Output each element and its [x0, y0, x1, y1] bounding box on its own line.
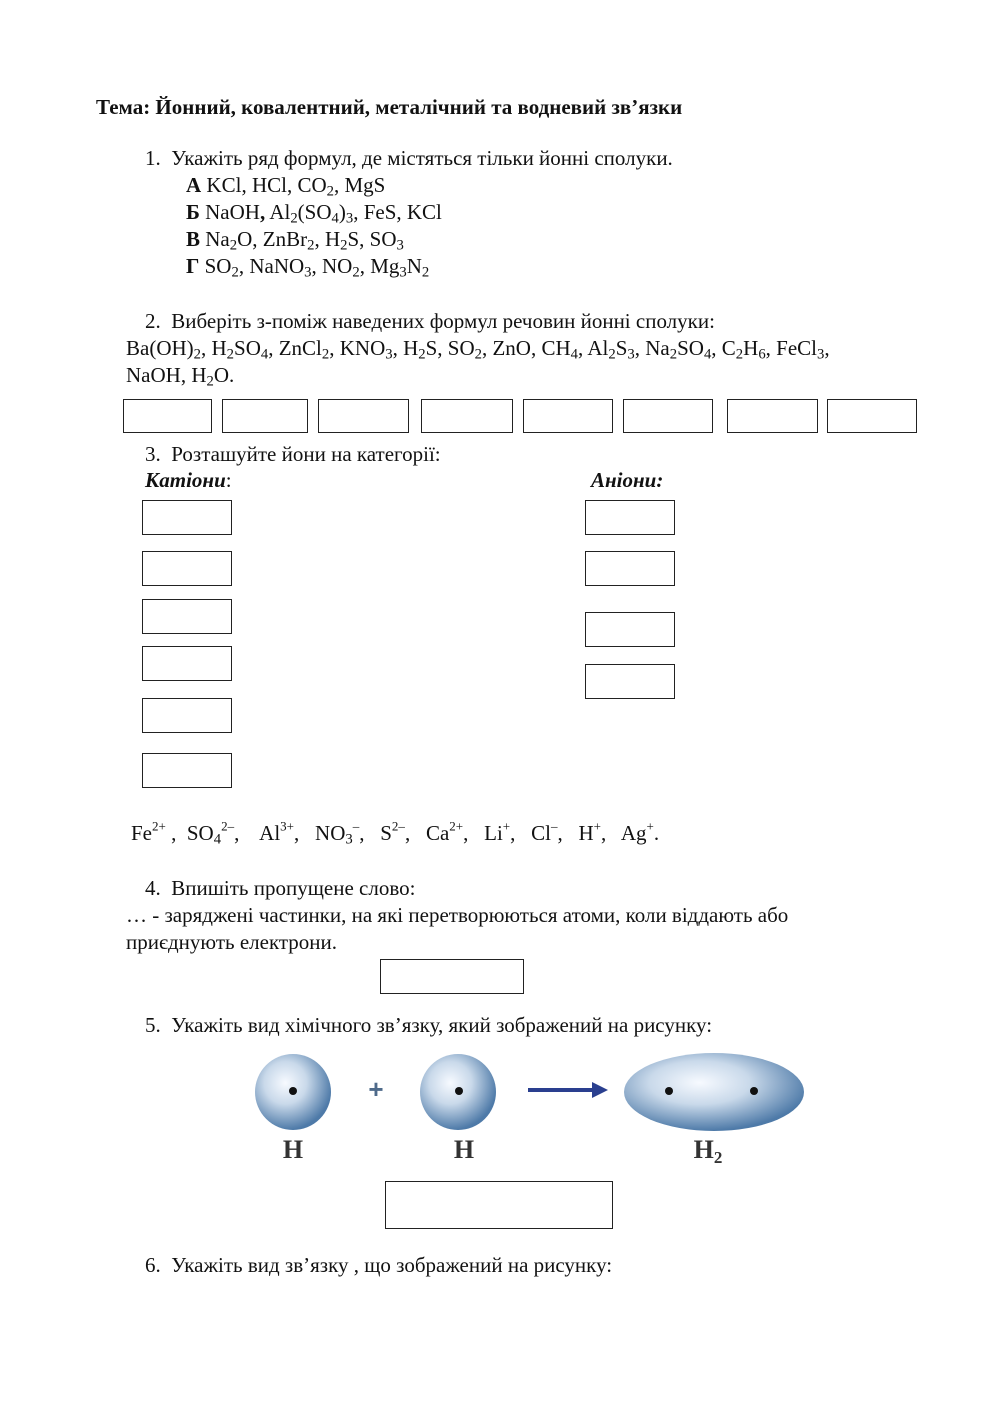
cation-box-2[interactable] — [142, 551, 232, 586]
option-letter: В — [186, 227, 201, 251]
q2-answer-box-4[interactable] — [421, 399, 513, 433]
cation-box-1[interactable] — [142, 500, 232, 535]
ion-item[interactable]: Ag+ — [620, 818, 654, 845]
anion-box-3[interactable] — [585, 612, 675, 647]
question-number: 3. — [145, 442, 161, 466]
q5-answer-box[interactable] — [385, 1181, 613, 1229]
ion-item[interactable]: $Al^{3+}$ — [259, 818, 295, 845]
option-letter: А — [186, 173, 202, 197]
atom-label-h-2: H — [453, 1135, 475, 1164]
plus-sign: + — [368, 1074, 384, 1104]
question-text: Укажіть вид хімічного зв’язку, який зображений на рисунку: — [171, 1013, 713, 1037]
question-4 — [145, 875, 415, 902]
question-number: 1. — [145, 146, 161, 170]
page-title: Тема: Йонний, ковалентний, металічний та водневий зв’язки — [96, 95, 683, 119]
ion-item[interactable]: $S^{2-}$ — [380, 818, 405, 845]
q2-answer-box-6[interactable] — [623, 399, 713, 433]
hydrogen-atom-1 — [255, 1054, 331, 1130]
question-text: Впишіть пропущене слово: — [171, 876, 416, 900]
ion-item[interactable]: Li+ — [484, 818, 511, 845]
cation-box-6[interactable] — [142, 753, 232, 788]
h2-bond-figure — [236, 1052, 816, 1172]
q1-option-a[interactable]: А KCl, HCl, $CO_2$, MgS — [186, 173, 386, 200]
q4-sentence-line-1: … - заряджені частинки, на які перетворюються атоми, коли віддають або — [126, 903, 789, 927]
q4-sentence-line-2: приєднують електрони. — [126, 930, 338, 954]
question-text: Укажіть ряд формул, де містяться тільки йонні сполуки. — [171, 146, 673, 170]
question-text: Розташуйте йони на категорії: — [171, 442, 441, 466]
question-number: 4. — [145, 876, 161, 900]
q2-answer-box-2[interactable] — [222, 399, 308, 433]
reaction-arrow-icon — [528, 1082, 608, 1098]
question-text: Виберіть з-поміж наведених формул речовин йонні сполуки: — [171, 309, 715, 333]
cation-box-4[interactable] — [142, 646, 232, 681]
atom-label-h-1: H — [282, 1135, 304, 1164]
q2-answer-box-3[interactable] — [318, 399, 409, 433]
q2-answer-box-5[interactable] — [523, 399, 613, 433]
q2-formula-list: $Ba(OH)_2$, $H_2SO_4$, ZnCl$_2$, $KNO_3$, $H_2S$, $SO_2$, ZnO, $CH_4$, $Al_2S_3$, $Na_2SO_4$, $C_2H_6$, FeCl$_3$, — [126, 336, 830, 363]
question-number: 5. — [145, 1013, 161, 1037]
q1-option-b[interactable]: Б NaOH, $Al_2(SO_4)_3$, FeS, KCl — [186, 200, 442, 227]
anions-heading: Аніони: — [591, 468, 664, 492]
cations-heading: Катіони: — [145, 468, 232, 492]
ion-item[interactable]: $SO_4^{2-}$ — [186, 818, 235, 848]
q4-answer-box[interactable] — [380, 959, 524, 994]
q1-option-g[interactable]: Г $SO_2$, NaNO$_3$, $NO_2$, $Mg_3N_2$ — [186, 254, 430, 281]
ion-item[interactable]: $Ca^{2+}$ — [425, 818, 464, 845]
question-5 — [145, 1012, 712, 1039]
question-1 — [145, 145, 673, 172]
q2-answer-box-7[interactable] — [727, 399, 818, 433]
anion-box-1[interactable] — [585, 500, 675, 535]
ion-list: $Fe^{2+}$ , $SO_4^{2-}$, $Al^{3+}$, $NO_3^-$, $S^{2-}$, $Ca^{2+}$, Li+, Cl–, H+, Ag+. — [131, 818, 660, 848]
ion-item[interactable]: $Fe^{2+}$ — [131, 818, 166, 845]
ion-item[interactable]: Cl– — [531, 818, 558, 845]
anion-box-2[interactable] — [585, 551, 675, 586]
h2-molecule — [624, 1053, 804, 1131]
question-3 — [145, 441, 441, 468]
anion-box-4[interactable] — [585, 664, 675, 699]
cation-box-3[interactable] — [142, 599, 232, 634]
hydrogen-atom-2 — [420, 1054, 496, 1130]
ion-item[interactable]: H+ — [578, 818, 602, 845]
question-number: 2. — [145, 309, 161, 333]
q2-answer-box-1[interactable] — [123, 399, 212, 433]
cation-box-5[interactable] — [142, 698, 232, 733]
question-2 — [145, 308, 715, 335]
question-text: Укажіть вид зв’язку , що зображений на рисунку: — [171, 1253, 613, 1277]
option-letter: Б — [186, 200, 200, 224]
q2-answer-box-8[interactable] — [827, 399, 917, 433]
molecule-label-h2: H2 — [693, 1135, 723, 1167]
option-letter: Г — [186, 254, 200, 278]
q1-option-v[interactable]: В $Na_2O$, ZnBr$_2$, $H_2S$, $SO_3$ — [186, 227, 404, 254]
question-number: 6. — [145, 1253, 161, 1277]
ion-item[interactable]: $NO_3^-$ — [315, 818, 360, 848]
question-6 — [145, 1252, 612, 1279]
q2-formula-list-cont: NaOH, $H_2O$. — [126, 363, 235, 390]
